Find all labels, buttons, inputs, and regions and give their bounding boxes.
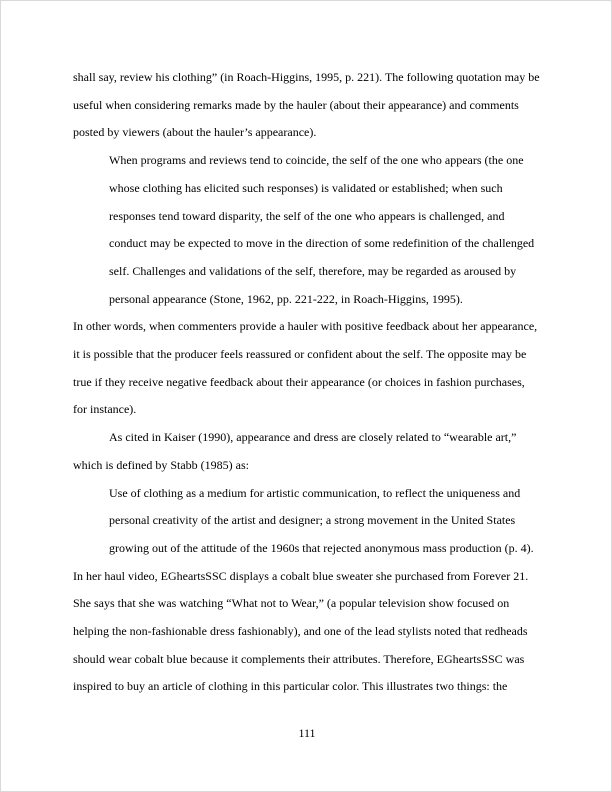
page-number: 111 (298, 726, 316, 740)
page-body (73, 64, 541, 701)
paragraph-commenters-feedback: In other words, when commenters provide a hauler with positive feedback about her appearance, it is possible that the producer feels reassured or confident about the self. The opposite may be true if they receive negative feedback about their appearance (or choices in fashion purchases, for instance). (73, 319, 538, 417)
paragraph-clothing-continuation: shall say, review his clothing” (in Roach-Higgins, 1995, p. 221). The following quotation may be useful when considering remarks made by the hauler (about their appearance) and comments posted by viewers (about the hauler’s appearance). (73, 70, 540, 140)
paragraph-kaiser-wearable-art: As cited in Kaiser (1990), appearance and dress are closely related to “wearable art,” which is defined by Stabb (1985) as: (73, 430, 517, 472)
paragraph-haul-video: In her haul video, EGheartsSSC displays a cobalt blue sweater she purchased from Forever 21. She says that she was watching “What not to Wear,” (a popular television show focused on helping the non-fashionable dress fashionably), and one of the lead stylists noted that redheads should wear cobalt blue because it complements their attributes. Therefore, EGheartsSSC was inspired to buy an article of clothing in this particular color. This illustrates two things: the (73, 568, 529, 694)
block-quote-stone: When programs and reviews tend to coincide, the self of the one who appears (the one whose clothing has elicited such responses) is validated or established; when such responses tend toward disparity, the self of the one who appears is challenged, and conduct may be expected to move in the direction of some redefinition of the challenged self. Challenges and validations of the self, therefore, may be regarded as aroused by personal appearance (Stone, 1962, pp. 221-222, in Roach-Higgins, 1995). (109, 153, 535, 306)
block-quote-stabb: Use of clothing as a medium for artistic communication, to reflect the uniqueness and personal creativity of the artist and designer; a strong movement in the United States growing out of the attitude of the 1960s that rejected anonymous mass production (p. 4). (109, 485, 534, 555)
